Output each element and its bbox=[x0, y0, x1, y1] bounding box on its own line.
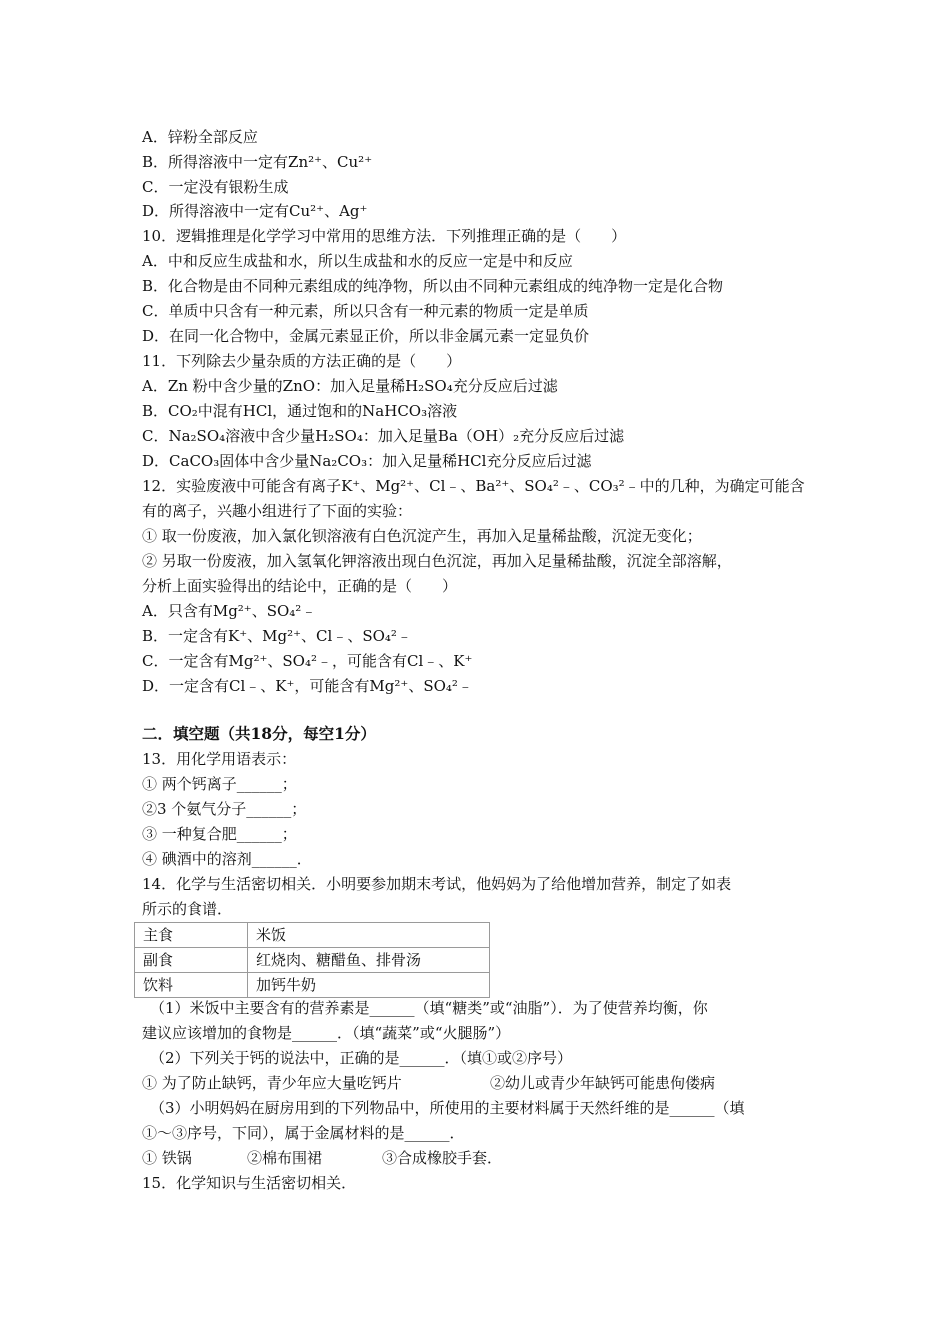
q10-stem: 10．逻辑推理是化学学习中常用的思维方法．下列推理正确的是（ ） bbox=[142, 227, 627, 245]
q12-stem-line1: 12．实验废液中可能含有离子K⁺、Mg²⁺、Cl﹣、Ba²⁺、SO₄²﹣、CO₃²﹣中的几种，为确定可能含 bbox=[142, 477, 805, 495]
q14-part3-line1: （3）小明妈妈在厨房用到的下列物品中，所使用的主要材料属于天然纤维的是______（填 bbox=[150, 1099, 745, 1117]
q14-part3-option2: ②棉布围裙 bbox=[247, 1149, 323, 1167]
q14-part3-option1: ① 铁锅 bbox=[142, 1149, 192, 1167]
q9-option-b: B．所得溶液中一定有Zn²⁺、Cu²⁺ bbox=[142, 153, 373, 171]
q10-option-d: D．在同一化合物中，金属元素显正价，所以非金属元素一定显负价 bbox=[142, 327, 590, 345]
q12-stem-line2: 有的离子，兴趣小组进行了下面的实验： bbox=[142, 502, 413, 520]
q11-option-d: D．CaCO₃固体中含少量Na₂CO₃：加入足量稀HCl充分反应后过滤 bbox=[142, 452, 592, 470]
q12-option-d: D．一定含有Cl﹣、K⁺，可能含有Mg²⁺、SO₄²﹣ bbox=[142, 677, 473, 695]
q13-item-4: ④ 碘酒中的溶剂______． bbox=[142, 850, 312, 868]
q14-stem-line2: 所示的食谱． bbox=[142, 900, 233, 918]
q14-part2-option1: ① 为了防止缺钙，青少年应大量吃钙片 bbox=[142, 1074, 402, 1092]
q10-option-c: C．单质中只含有一种元素，所以只含有一种元素的物质一定是单质 bbox=[142, 302, 589, 320]
q14-part1-line1: （1）米饭中主要含有的营养素是______（填“糖类”或“油脂”）．为了使营养均衡，你 bbox=[150, 999, 708, 1017]
q14-part1-line2: 建议应该增加的食物是______．（填“蔬菜”或“火腿肠”） bbox=[142, 1024, 511, 1042]
q9-option-d: D．所得溶液中一定有Cu²⁺、Ag⁺ bbox=[142, 202, 368, 220]
q12-option-a: A．只含有Mg²⁺、SO₄²﹣ bbox=[142, 602, 317, 620]
menu-food: 米饭 bbox=[248, 923, 490, 948]
q14-part3-option3: ③合成橡胶手套． bbox=[382, 1149, 503, 1167]
section-fill-blank-title: 二．填空题（共18分，每空1分） bbox=[142, 724, 376, 743]
q12-step1: ① 取一份废液，加入氯化钡溶液有白色沉淀产生，再加入足量稀盐酸，沉淀无变化； bbox=[142, 527, 702, 545]
q11-option-c: C．Na₂SO₄溶液中含少量H₂SO₄：加入足量Ba（OH）₂充分反应后过滤 bbox=[142, 427, 625, 445]
q13-item-3: ③ 一种复合肥______； bbox=[142, 825, 297, 843]
q14-stem-line1: 14．化学与生活密切相关．小明要参加期末考试，他妈妈为了给他增加营养，制定了如表 bbox=[142, 875, 732, 893]
q14-part2-option2: ②幼儿或青少年缺钙可能患佝偻病 bbox=[490, 1074, 716, 1092]
menu-food: 红烧肉、糖醋鱼、排骨汤 bbox=[248, 948, 490, 973]
q10-option-a: A．中和反应生成盐和水，所以生成盐和水的反应一定是中和反应 bbox=[142, 252, 573, 270]
q14-part3-line2: ①～③序号，下同），属于金属材料的是______． bbox=[142, 1124, 465, 1142]
q13-stem: 13．用化学用语表示： bbox=[142, 750, 297, 768]
table-row bbox=[135, 923, 490, 948]
q9-option-a: A．锌粉全部反应 bbox=[142, 128, 258, 146]
q12-question: 分析上面实验得出的结论中，正确的是（ ） bbox=[142, 577, 458, 595]
q12-step2: ② 另取一份废液，加入氢氧化钾溶液出现白色沉淀，再加入足量稀盐酸，沉淀全部溶解， bbox=[142, 552, 732, 570]
menu-category: 副食 bbox=[135, 948, 248, 973]
q13-item-2: ②3 个氨气分子______； bbox=[142, 800, 307, 818]
table-row bbox=[135, 948, 490, 973]
q12-option-b: B．一定含有K⁺、Mg²⁺、Cl﹣、SO₄²﹣ bbox=[142, 627, 412, 645]
menu-table bbox=[134, 922, 490, 998]
q11-stem: 11．下列除去少量杂质的方法正确的是（ ） bbox=[142, 352, 462, 370]
q12-option-c: C．一定含有Mg²⁺、SO₄²﹣，可能含有Cl﹣、K⁺ bbox=[142, 652, 473, 670]
menu-category: 主食 bbox=[135, 923, 248, 948]
menu-food: 加钙牛奶 bbox=[248, 973, 490, 998]
q11-option-b: B．CO₂中混有HCl，通过饱和的NaHCO₃溶液 bbox=[142, 402, 458, 420]
q11-option-a: A．Zn 粉中含少量的ZnO：加入足量稀H₂SO₄充分反应后过滤 bbox=[142, 377, 558, 395]
table-row bbox=[135, 973, 490, 998]
q10-option-b: B．化合物是由不同种元素组成的纯净物，所以由不同种元素组成的纯净物一定是化合物 bbox=[142, 277, 724, 295]
q9-option-c: C．一定没有银粉生成 bbox=[142, 178, 289, 196]
q15-stem: 15．化学知识与生活密切相关． bbox=[142, 1174, 357, 1192]
q14-part2: （2）下列关于钙的说法中，正确的是______．（填①或②序号） bbox=[150, 1049, 573, 1067]
menu-category: 饮料 bbox=[135, 973, 248, 998]
q13-item-1: ① 两个钙离子______； bbox=[142, 775, 297, 793]
